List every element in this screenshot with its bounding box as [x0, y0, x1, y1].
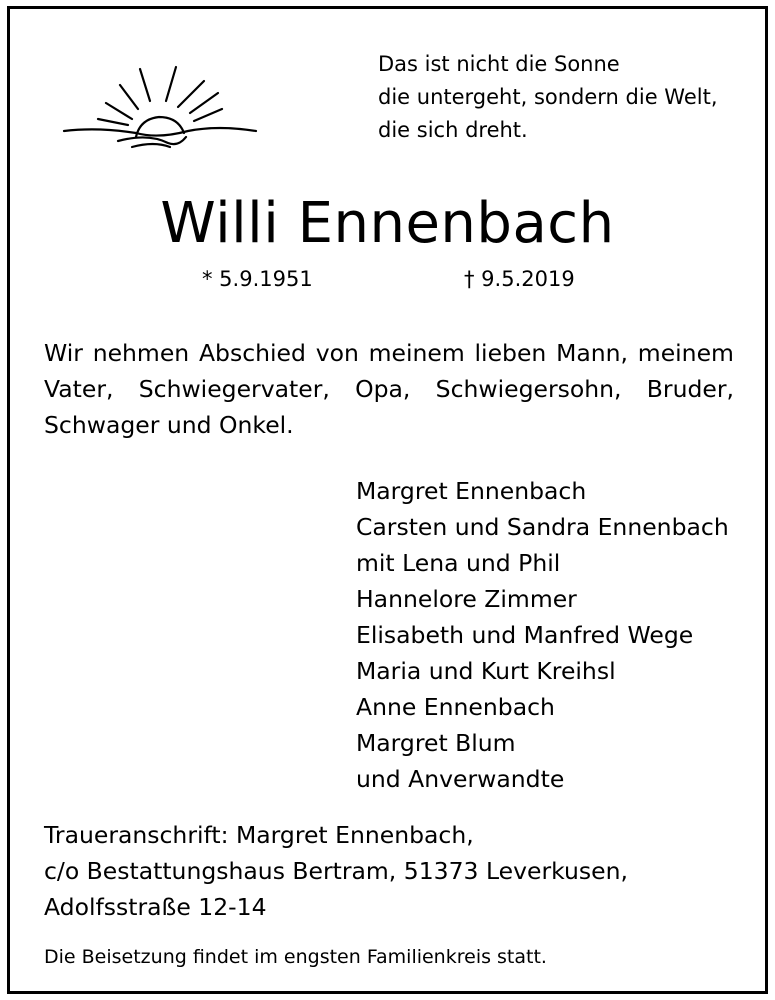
mourner-entry: Anne Ennenbach [356, 693, 555, 721]
mourner-entry: Maria und Kurt Kreihsl [356, 657, 616, 685]
mourner-entry: Elisabeth und Manfred Wege [356, 621, 694, 649]
word: lieben [474, 339, 547, 367]
quote-block [378, 48, 718, 147]
farewell-line [44, 335, 734, 371]
word: von [315, 339, 359, 367]
death-date: † 9.5.2019 [464, 267, 575, 291]
sunset-icon [58, 61, 258, 151]
word: Bruder, [646, 375, 734, 403]
word: Wir [44, 339, 83, 367]
address-line: c/o Bestattungshaus Bertram, 51373 Leverkusen, [44, 857, 628, 885]
birth-date: * 5.9.1951 [202, 267, 313, 291]
word: meinem [368, 339, 465, 367]
deceased-name: Willi Ennenbach [160, 191, 615, 256]
mourner-entry: Hannelore Zimmer [356, 585, 577, 613]
word: Schwiegersohn, [435, 375, 622, 403]
mourner-entry: und Anverwandte [356, 765, 565, 793]
word: nehmen [92, 339, 190, 367]
mourners-list [356, 473, 729, 797]
word: Mann, [556, 339, 629, 367]
mourner-entry: Margret Blum [356, 729, 516, 757]
burial-notice: Die Beisetzung findet im engsten Familienkreis statt. [44, 946, 547, 968]
quote-line: die untergeht, sondern die Welt, [378, 85, 718, 109]
word: meinem [637, 339, 734, 367]
farewell-text [44, 335, 734, 443]
quote-line: Das ist nicht die Sonne [378, 52, 620, 76]
mourner-entry: Margret Ennenbach [356, 477, 587, 505]
farewell-line: Schwager und Onkel. [44, 411, 294, 439]
obituary-card [7, 6, 768, 994]
address-line: Adolfsstraße 12-14 [44, 893, 267, 921]
farewell-line [44, 371, 734, 407]
address-line: Traueranschrift: Margret Ennenbach, [44, 821, 474, 849]
word: Opa, [355, 375, 411, 403]
mourner-entry: Carsten und Sandra Ennenbach [356, 513, 729, 541]
quote-line: die sich dreht. [378, 118, 528, 142]
word: Abschied [198, 339, 306, 367]
mourner-entry: mit Lena und Phil [356, 549, 561, 577]
mourning-address [44, 817, 628, 925]
word: Schwiegervater, [138, 375, 330, 403]
word: Vater, [44, 375, 114, 403]
